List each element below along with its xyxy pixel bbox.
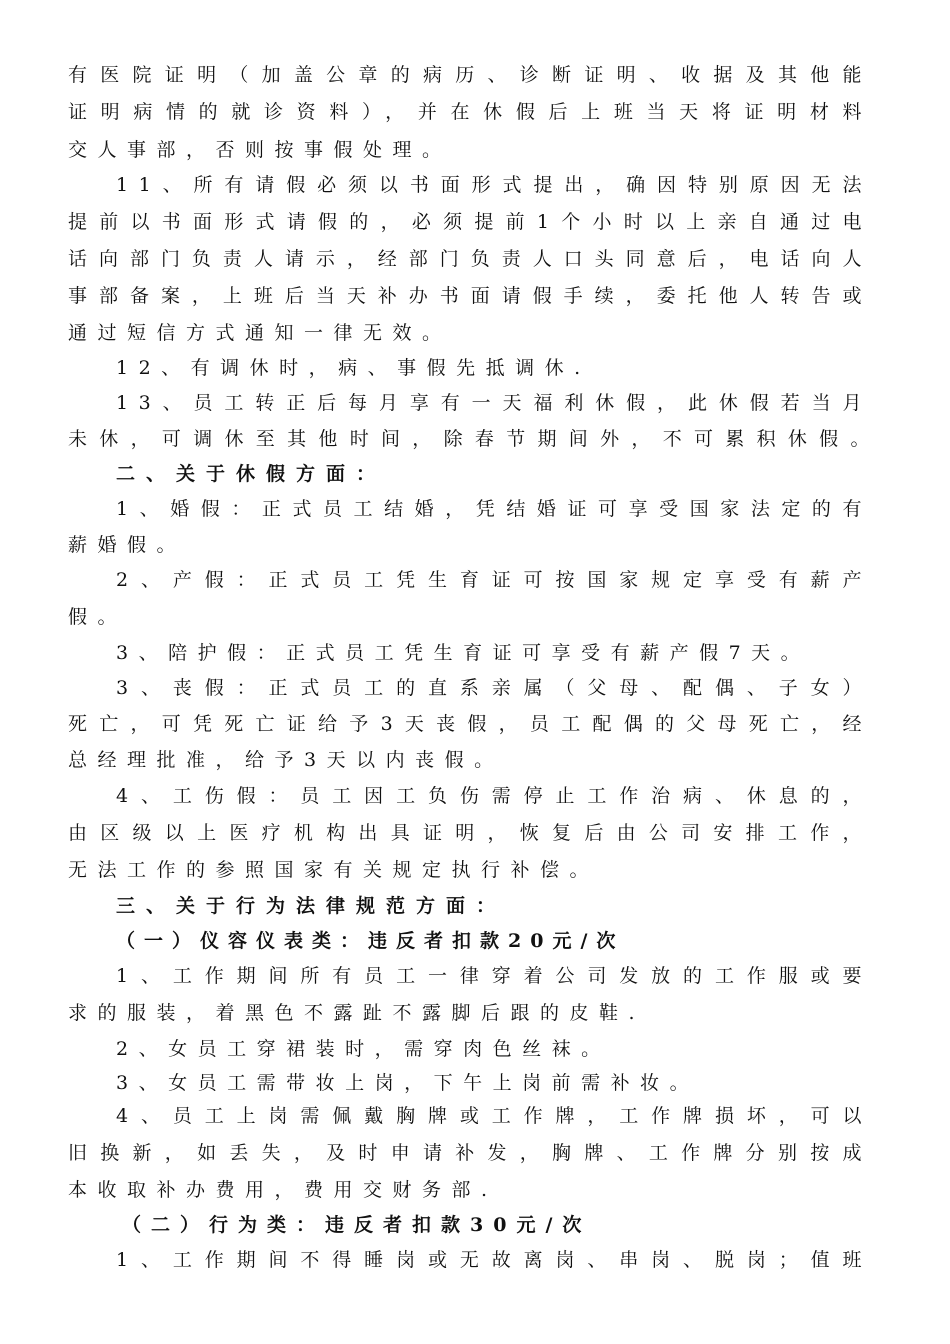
text-line: 未休，可调休至其他时间，除春节期间外，不可累积休假。	[68, 428, 880, 450]
text-line: 2、女员工穿裙装时，需穿肉色丝袜。	[116, 1038, 611, 1060]
text-line: 无法工作的参照国家有关规定执行补偿。	[68, 859, 600, 881]
text-line: 求的服装，着黑色不露趾不露脚后跟的皮鞋.	[68, 1002, 646, 1024]
section-heading: 二、关于休假方面：	[116, 463, 387, 485]
text-line: 死亡，可凭死亡证给予3天丧假，员工配偶的父母死亡，经	[68, 713, 872, 735]
text-line: 3、丧假：正式员工的直系亲属（父母、配偶、子女）	[116, 677, 872, 699]
text-line: 1、工作期间所有员工一律穿着公司发放的工作服或要	[116, 965, 872, 987]
text-line: 事部备案，上班后当天补办书面请假手续，委托他人转告或	[68, 285, 872, 307]
subsection-heading: （一）仪容仪表类：违反者扣款20元/次	[116, 930, 625, 952]
text-line: 有医院证明（加盖公章的病历、诊断证明、收据及其他能	[68, 64, 872, 86]
text-line: 12、有调休时，病、事假先抵调休.	[116, 357, 591, 379]
text-line: 4、工伤假：员工因工负伤需停止工作治病、休息的，	[116, 785, 872, 807]
text-line: 话向部门负责人请示，经部门负责人口头同意后，电话向人	[68, 248, 872, 270]
section-heading: 三、关于行为法律规范方面：	[116, 895, 507, 917]
text-line: 证明病情的就诊资料），并在休假后上班当天将证明材料	[68, 101, 872, 123]
text-line: 通过短信方式通知一律无效。	[68, 322, 452, 344]
text-line: 由区级以上医疗机构出具证明，恢复后由公司安排工作，	[68, 822, 872, 844]
text-line: 假。	[68, 606, 128, 628]
text-line: 2、产假：正式员工凭生育证可按国家规定享受有薪产	[116, 569, 872, 591]
text-line: 旧换新，如丢失，及时申请补发，胸牌、工作牌分别按成	[68, 1142, 872, 1164]
text-line: 3、陪护假：正式员工凭生育证可享受有薪产假7天。	[116, 642, 811, 664]
text-line: 总经理批准，给予3天以内丧假。	[68, 749, 504, 771]
text-line: 1、工作期间不得睡岗或无故离岗、串岗、脱岗；值班	[116, 1249, 872, 1271]
text-line: 本收取补办费用，费用交财务部.	[68, 1179, 498, 1201]
text-line: 提前以书面形式请假的，必须提前1个小时以上亲自通过电	[68, 211, 872, 233]
text-line: 薪婚假。	[68, 534, 187, 556]
text-line: 4、员工上岗需佩戴胸牌或工作牌，工作牌损坏，可以	[116, 1105, 872, 1127]
text-line: 11、所有请假必须以书面形式提出，确因特别原因无法	[116, 174, 872, 196]
subsection-heading: （二）行为类：违反者扣款30元/次	[122, 1214, 592, 1236]
text-line: 3、女员工需带妆上岗，下午上岗前需补妆。	[116, 1072, 700, 1094]
text-line: 1、婚假：正式员工结婚，凭结婚证可享受国家法定的有	[116, 498, 872, 520]
text-line: 交人事部，否则按事假处理。	[68, 139, 452, 161]
text-line: 13、员工转正后每月享有一天福利休假，此休假若当月	[116, 392, 872, 414]
